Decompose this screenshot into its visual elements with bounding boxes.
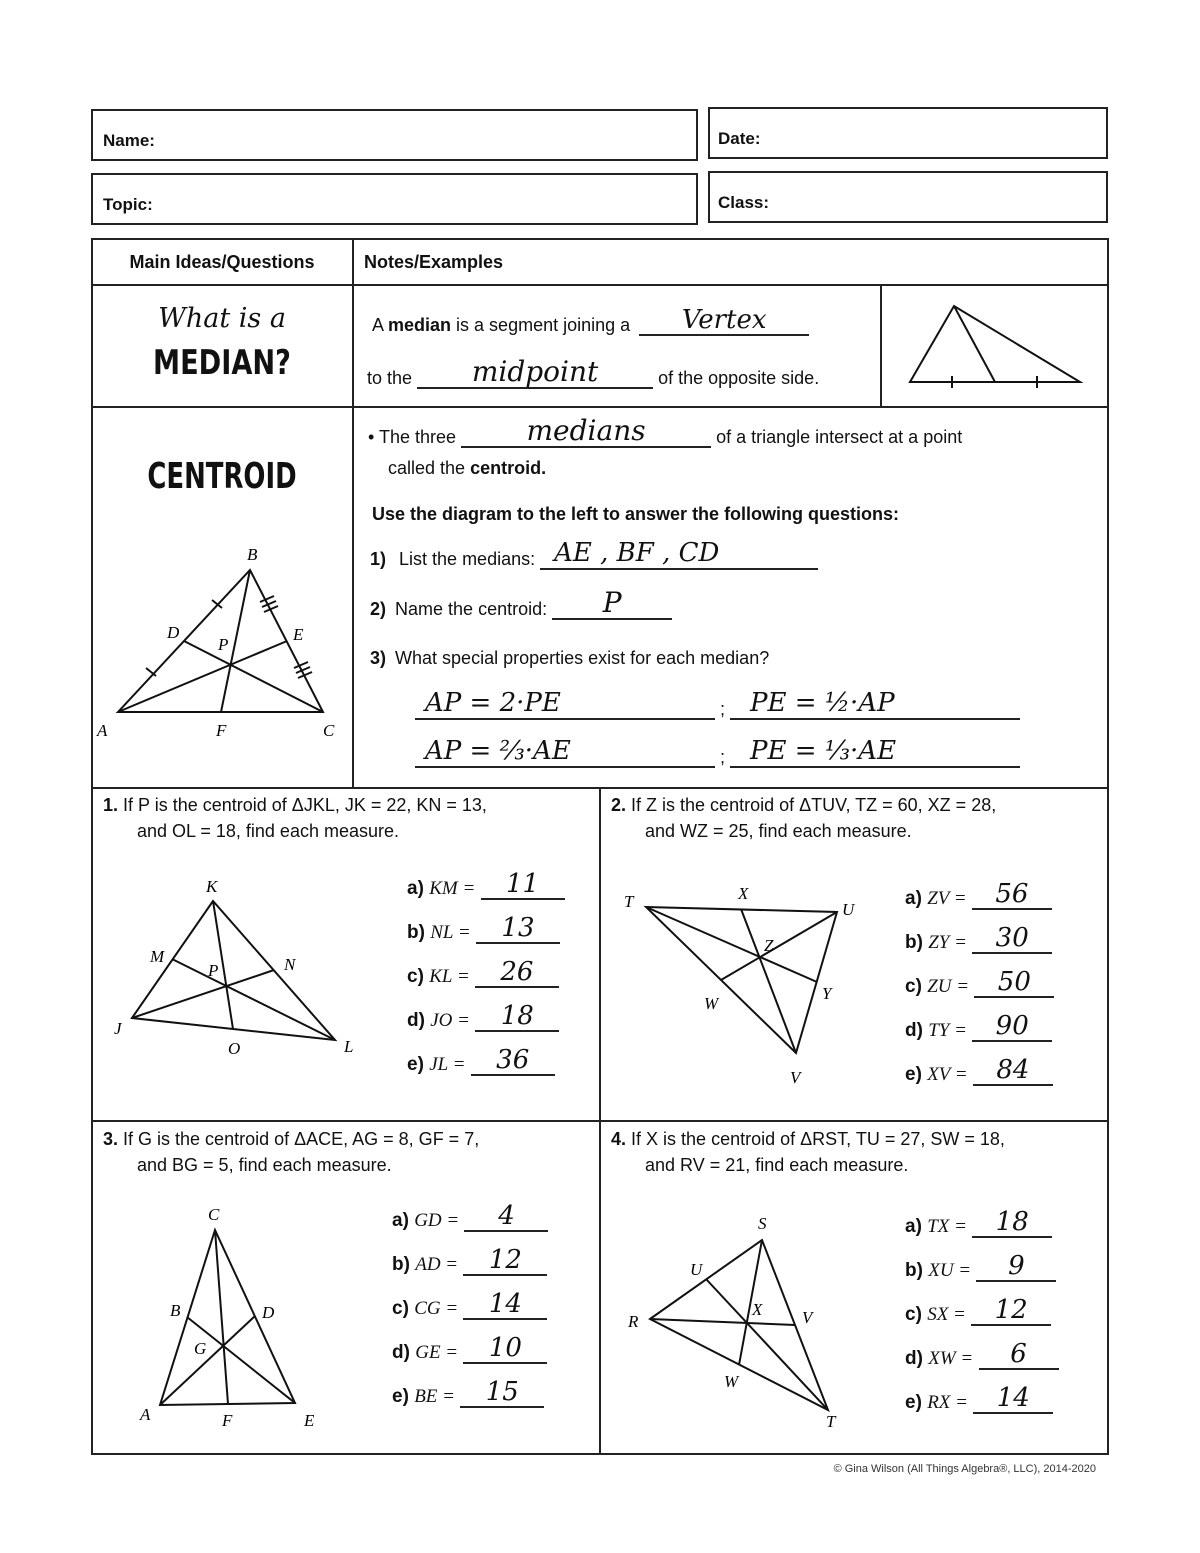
answer-expr: BE = xyxy=(414,1386,455,1407)
label-z: Z xyxy=(764,936,774,955)
answer-row xyxy=(407,870,565,900)
midpoint-blank[interactable]: midpoint xyxy=(417,357,653,389)
label-n: N xyxy=(284,955,296,974)
medians-answer[interactable]: AE , BF , CD xyxy=(540,538,818,570)
problem-number: 4. xyxy=(611,1129,627,1149)
answer-letter: a) xyxy=(905,1216,922,1237)
answer-letter: b) xyxy=(905,932,923,953)
label-d: D xyxy=(167,623,180,642)
label-o: O xyxy=(228,1039,241,1058)
answer-letter: e) xyxy=(905,1064,922,1085)
answer-row xyxy=(905,1012,1052,1042)
answer-letter: e) xyxy=(905,1392,922,1413)
answer-row xyxy=(392,1378,544,1408)
label-j: J xyxy=(114,1019,122,1038)
answer-blank[interactable]: 10 xyxy=(463,1334,547,1364)
label-u: U xyxy=(690,1260,703,1279)
answer-letter: e) xyxy=(392,1386,409,1407)
question-text: Name the centroid: xyxy=(395,599,548,619)
question-3 xyxy=(370,648,769,669)
date-field[interactable] xyxy=(708,107,1108,159)
label-g: G xyxy=(194,1339,207,1358)
answer-expr: GE = xyxy=(415,1342,459,1363)
answer-row xyxy=(407,1002,559,1032)
median-term: median xyxy=(388,315,452,335)
label-c: C xyxy=(323,721,335,740)
question-1 xyxy=(370,538,818,570)
label-x: X xyxy=(752,1300,763,1319)
answer-row xyxy=(392,1334,547,1364)
answer-letter: b) xyxy=(407,922,425,943)
property-row-1 xyxy=(415,688,1020,720)
triangle xyxy=(132,901,335,1040)
answer-expr: KL = xyxy=(429,966,470,987)
label-y: Y xyxy=(822,984,832,1003)
median xyxy=(172,959,335,1040)
answer-letter: c) xyxy=(392,1298,409,1319)
problem-text: If P is the centroid of ΔJKL, JK = 22, KN = 13, xyxy=(123,795,487,815)
label-p: P xyxy=(208,961,219,980)
label-r: R xyxy=(628,1312,639,1331)
answer-row xyxy=(905,1296,1051,1326)
answer-expr: KM = xyxy=(429,878,476,899)
answer-expr: NL = xyxy=(430,922,471,943)
answer-expr: ZU = xyxy=(927,976,970,997)
answer-row xyxy=(905,1340,1059,1370)
label-x: X xyxy=(738,884,749,903)
label-k: K xyxy=(206,877,218,896)
median-title-script: What is a xyxy=(158,303,286,334)
answer-expr: AD = xyxy=(415,1254,459,1275)
answer-blank[interactable]: 30 xyxy=(972,924,1052,954)
definition-text: of the opposite side. xyxy=(658,368,820,388)
label-a: A xyxy=(97,721,108,740)
median xyxy=(646,907,817,982)
answer-letter: a) xyxy=(392,1210,409,1231)
copyright-footer: © Gina Wilson (All Things Algebra®, LLC), 2014-2020 xyxy=(833,1463,1096,1475)
property-answer[interactable]: AP = ⅔·AE xyxy=(415,736,715,768)
label-v: V xyxy=(802,1308,813,1327)
answer-expr: TX = xyxy=(927,1216,967,1237)
label-a: A xyxy=(140,1405,151,1424)
class-label: Class: xyxy=(718,193,770,212)
problem-text: and RV = 21, find each measure. xyxy=(645,1155,909,1175)
answer-expr: XW = xyxy=(928,1348,974,1369)
answer-row xyxy=(392,1202,548,1232)
problem-text: and OL = 18, find each measure. xyxy=(137,821,400,841)
answer-expr: JO = xyxy=(430,1010,470,1031)
answer-blank[interactable]: 18 xyxy=(475,1002,559,1032)
problem-1-statement xyxy=(103,792,487,844)
answer-letter: b) xyxy=(392,1254,410,1275)
answer-blank[interactable]: 12 xyxy=(463,1246,547,1276)
problem-number: 1. xyxy=(103,795,119,815)
bullet-text: called the xyxy=(388,458,471,478)
divider xyxy=(91,1120,1109,1122)
median-title: MEDIAN? xyxy=(153,343,291,383)
question-number: 2) xyxy=(370,599,387,619)
instructions: Use the diagram to the left to answer the following questions: xyxy=(372,504,900,524)
answer-letter: d) xyxy=(905,1348,923,1369)
centroid-title: CENTROID xyxy=(147,456,297,497)
column-header-right: Notes/Examples xyxy=(364,252,504,272)
centroid-answer[interactable]: P xyxy=(552,588,672,620)
answer-blank[interactable]: 84 xyxy=(973,1056,1053,1086)
answer-expr: ZV = xyxy=(927,888,967,909)
topic-field[interactable] xyxy=(91,173,698,225)
answer-letter: c) xyxy=(905,1304,922,1325)
median xyxy=(741,909,796,1053)
answer-blank[interactable]: 50 xyxy=(974,968,1054,998)
label-u: U xyxy=(842,900,855,919)
problem-4-diagram xyxy=(620,1205,870,1435)
property-answer[interactable]: AP = 2·PE xyxy=(415,688,715,720)
label-e: E xyxy=(304,1411,315,1430)
answer-row xyxy=(905,1056,1053,1086)
answer-letter: d) xyxy=(392,1342,410,1363)
property-answer[interactable]: PE = ½·AP xyxy=(730,688,1020,720)
answer-blank[interactable]: 15 xyxy=(460,1378,544,1408)
question-2 xyxy=(370,588,672,620)
bullet-text: The three xyxy=(379,427,457,447)
label-v: V xyxy=(790,1068,801,1087)
definition-text: to the xyxy=(367,368,413,388)
answer-letter: d) xyxy=(905,1020,923,1041)
answer-blank[interactable]: 90 xyxy=(972,1012,1052,1042)
problem-1-diagram xyxy=(100,870,380,1070)
medians-blank[interactable]: medians xyxy=(461,416,711,448)
median xyxy=(650,1319,795,1325)
answer-letter: e) xyxy=(407,1054,424,1075)
answer-blank[interactable]: 14 xyxy=(973,1384,1053,1414)
date-label: Date: xyxy=(718,129,761,148)
problem-text: If X is the centroid of ΔRST, TU = 27, SW = 18, xyxy=(631,1129,1005,1149)
problem-text: If G is the centroid of ΔACE, AG = 8, GF = 7, xyxy=(123,1129,480,1149)
answer-blank[interactable]: 56 xyxy=(972,880,1052,910)
question-text: List the medians: xyxy=(399,549,536,569)
answer-blank[interactable]: 9 xyxy=(976,1252,1056,1282)
answer-expr: GD = xyxy=(414,1210,460,1231)
answer-expr: CG = xyxy=(414,1298,459,1319)
answer-expr: XU = xyxy=(928,1260,972,1281)
answer-letter: a) xyxy=(905,888,922,909)
divider xyxy=(91,406,1109,408)
separator: ; xyxy=(720,699,726,719)
answer-blank[interactable]: 13 xyxy=(476,914,560,944)
answer-row xyxy=(905,968,1054,998)
definition-text: A xyxy=(372,315,389,335)
answer-row xyxy=(407,958,559,988)
bullet-text: of a triangle intersect at a point xyxy=(716,427,963,447)
answer-blank[interactable]: 6 xyxy=(979,1340,1059,1370)
vertex-blank[interactable]: Vertex xyxy=(639,306,809,336)
property-row-2 xyxy=(415,736,1020,768)
answer-blank[interactable]: 14 xyxy=(463,1290,547,1320)
answer-expr: SX = xyxy=(927,1304,966,1325)
median xyxy=(132,970,274,1018)
label-b: B xyxy=(170,1301,181,1320)
answer-row xyxy=(905,924,1052,954)
answer-letter: a) xyxy=(407,878,424,899)
property-answer[interactable]: PE = ⅓·AE xyxy=(730,736,1020,768)
answer-row xyxy=(905,1252,1056,1282)
question-number: 1) xyxy=(370,549,387,569)
answer-row xyxy=(905,1208,1052,1238)
label-b: B xyxy=(247,545,258,564)
label-s: S xyxy=(758,1214,767,1233)
median-definition-line1 xyxy=(372,306,809,336)
centroid-diagram xyxy=(93,540,351,745)
name-label: Name: xyxy=(103,131,155,150)
name-field[interactable] xyxy=(91,109,698,161)
problem-2-statement xyxy=(611,792,996,844)
answer-blank[interactable]: 36 xyxy=(471,1046,555,1076)
answer-blank[interactable]: 18 xyxy=(972,1208,1052,1238)
label-l: L xyxy=(344,1037,354,1056)
answer-blank[interactable]: 4 xyxy=(464,1202,548,1232)
separator: ; xyxy=(720,747,726,767)
definition-text: is a segment joining a xyxy=(451,315,631,335)
answer-row xyxy=(905,1384,1053,1414)
class-field[interactable] xyxy=(708,171,1108,223)
answer-expr: RX = xyxy=(927,1392,968,1413)
topic-label: Topic: xyxy=(103,195,153,214)
problem-4-statement xyxy=(611,1126,1005,1178)
median-ae xyxy=(118,641,287,712)
bullet-icon: • xyxy=(368,427,375,447)
label-t: T xyxy=(826,1412,836,1431)
median-definition-line2 xyxy=(367,357,819,389)
column-header-left: Main Ideas/Questions xyxy=(129,252,315,272)
median-diagram xyxy=(882,286,1108,406)
label-p: P xyxy=(218,635,229,654)
answer-expr: XV = xyxy=(927,1064,968,1085)
label-d: D xyxy=(262,1303,275,1322)
answer-expr: JL = xyxy=(429,1054,466,1075)
answer-blank[interactable]: 12 xyxy=(971,1296,1051,1326)
question-text: What special properties exist for each median? xyxy=(395,648,770,668)
answer-letter: d) xyxy=(407,1010,425,1031)
label-w: W xyxy=(704,994,719,1013)
problem-2-diagram xyxy=(610,875,880,1095)
label-f: F xyxy=(216,721,227,740)
answer-blank[interactable]: 11 xyxy=(481,870,565,900)
centroid-bullet-line2 xyxy=(388,458,546,479)
answer-row xyxy=(392,1246,547,1276)
label-c: C xyxy=(208,1205,220,1224)
triple-tick xyxy=(260,596,312,678)
problem-number: 2. xyxy=(611,795,627,815)
triangle xyxy=(910,306,1080,382)
answer-letter: c) xyxy=(905,976,922,997)
label-t: T xyxy=(624,892,634,911)
answer-expr: TY = xyxy=(928,1020,967,1041)
label-f: F xyxy=(222,1411,233,1430)
answer-blank[interactable]: 26 xyxy=(475,958,559,988)
problem-3-statement xyxy=(103,1126,479,1178)
answer-row xyxy=(392,1290,547,1320)
label-w: W xyxy=(724,1372,739,1391)
problem-text: and WZ = 25, find each measure. xyxy=(645,821,912,841)
centroid-term: centroid. xyxy=(470,458,547,478)
answer-letter: c) xyxy=(407,966,424,987)
problem-3-diagram xyxy=(120,1200,340,1435)
answer-expr: ZY = xyxy=(928,932,967,953)
problem-text: and BG = 5, find each measure. xyxy=(137,1155,392,1175)
problem-text: If Z is the centroid of ΔTUV, TZ = 60, XZ = 28, xyxy=(631,795,997,815)
centroid-bullet xyxy=(368,416,962,448)
answer-row xyxy=(407,1046,555,1076)
label-e: E xyxy=(293,625,304,644)
label-m: M xyxy=(150,947,165,966)
answer-row xyxy=(905,880,1052,910)
problem-number: 3. xyxy=(103,1129,119,1149)
question-number: 3) xyxy=(370,648,387,668)
answer-letter: b) xyxy=(905,1260,923,1281)
answer-row xyxy=(407,914,560,944)
